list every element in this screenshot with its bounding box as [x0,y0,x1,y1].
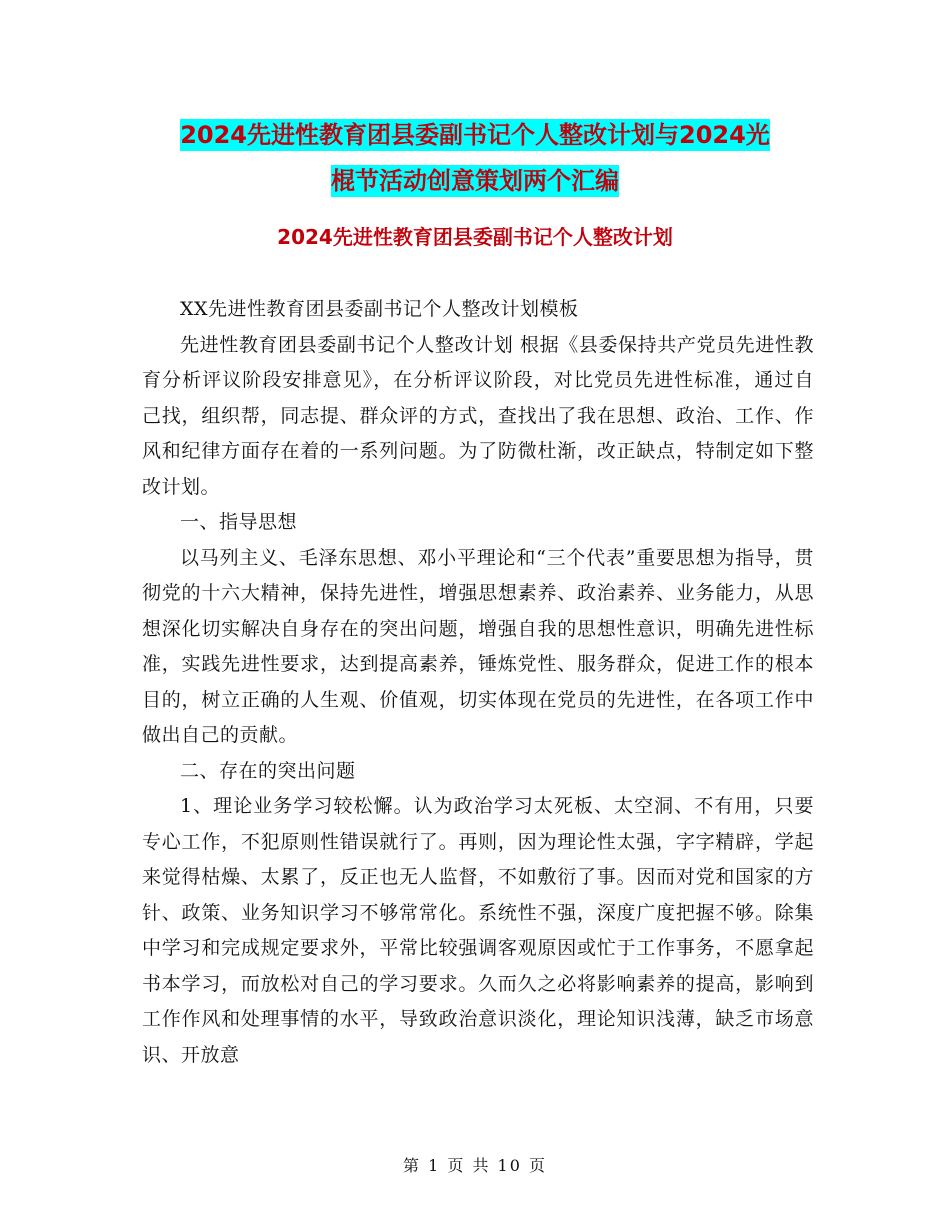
paragraph-template-name: XX先进性教育团县委副书记个人整改计划模板 [180,298,579,320]
paragraph-intro: 先进性教育团县委副书记个人整改计划 根据《县委保持共产党员先进性教育分析评议阶段安排意见》，在分析评议阶段，对比党员先进性标准，通过自己找，组织帮，同志提、群众评的方式，查找出了我在思想、政治、工作、作风和纪律方面存在着的一系列问题。为了防微杜渐，改正缺点，特制定如下整改计划。 [142,333,814,498]
heading-problems: 二、存在的突出问题 [180,759,356,782]
document-title [0,112,950,204]
document-body [142,292,814,1073]
title-line-1: 2024先进性教育团县委副书记个人整改计划与2024光 [180,121,770,149]
paragraph-problem-1: 1、理论业务学习较松懈。认为政治学习太死板、太空洞、不有用，只要专心工作，不犯原则性错误就行了。再则，因为理论性太强，字字精辟，学起来觉得枯燥、太累了，反正也无人监督，不如敷衍了事。因而对党和国家的方针、政策、业务知识学习不够常常化。系统性不强，深度广度把握不够。除集中学习和完成规定要求外，平常比较强调客观原因或忙于工作事务，不愿拿起书本学习，而放松对自己的学习要求。久而久之必将影响素养的提高，影响到工作作风和处理事情的水平，导致政治意识淡化，理论知识浅薄，缺乏市场意识、开放意 [142,795,814,1066]
paragraph-guiding-thought: 以马列主义、毛泽东思想、邓小平理论和“三个代表”重要思想为指导，贯彻党的十六大精神，保持先进性，增强思想素养、政治素养、业务能力，从思想深化切实解决自身存在的突出问题，增强自我的思想性意识，明确先进性标准，实践先进性要求，达到提高素养，锤炼党性、服务群众，促进工作的根本目的，树立正确的人生观、价值观，切实体现在党员的先进性，在各项工作中做出自己的贡献。 [142,546,814,746]
heading-guiding-thought: 一、指导思想 [180,511,298,533]
section-title: 2024先进性教育团县委副书记个人整改计划 [277,225,673,249]
title-line-2: 棍节活动创意策划两个汇编 [331,167,619,195]
page-footer: 第 1 页 共 10 页 [403,1156,547,1175]
